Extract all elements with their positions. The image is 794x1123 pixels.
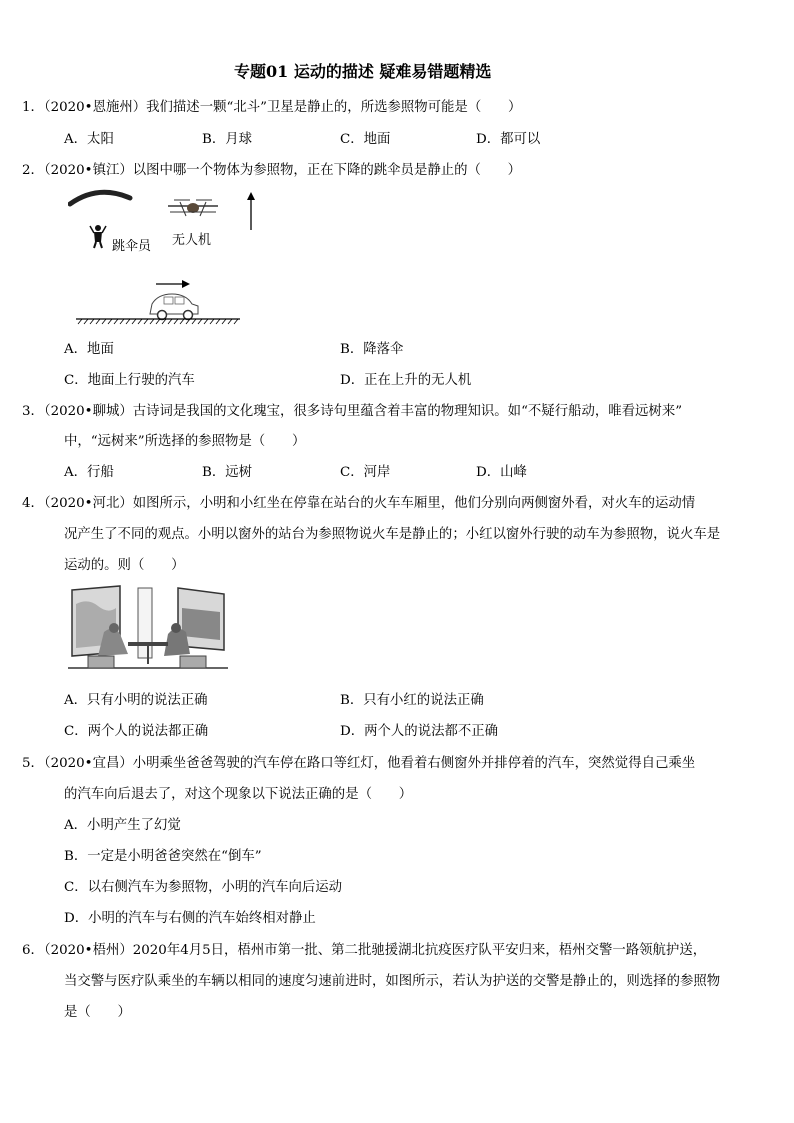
drone-label: 无人机 [172,233,212,248]
car-icon [150,294,198,320]
q1-option-a: A．太阳 [64,132,114,147]
q1-option-b: B．月球 [202,132,253,147]
question-2-text: 2．（2020•镇江）以图中哪一个物体为参照物，正在下降的跳伞员是静止的（ ） [22,163,522,178]
page-title: 专题01 运动的描述 疑难易错题精选 [234,62,492,81]
question-3-line-1: 3．（2020•聊城）古诗词是我国的文化瑰宝，很多诗句里蕴含着丰富的物理知识。如“不疑行船动，唯看远树来” [22,404,683,419]
parachute-canopy [70,192,130,204]
q5-option-a: A．小明产生了幻觉 [64,818,181,833]
q2-option-d: D．正在上升的无人机 [340,373,472,388]
question-4-line-2: 况产生了不同的观点。小明以窗外的站台为参照物说火车是静止的；小红以窗外行驶的动车为参照物，说火车是 [64,527,721,542]
ground-line [76,319,240,324]
parachute-figure [68,186,268,326]
q5-option-c: C．以右侧汽车为参照物，小明的汽车向后运动 [64,880,343,895]
q4-option-a: A．只有小明的说法正确 [64,693,208,708]
upward-arrow-icon [247,192,255,230]
q4-option-d: D．两个人的说法都不正确 [340,724,499,739]
question-5-line-1: 5．（2020•宜昌）小明乘坐爸爸驾驶的汽车停在路口等红灯，他看着右侧窗外并排停着的汽车，突然觉得自己乘坐 [22,756,696,771]
q3-option-c: C．河岸 [340,465,391,480]
question-3-line-2: 中，“远树来”所选择的参照物是（ ） [64,434,306,449]
question-5-line-2: 的汽车向后退去了，对这个现象以下说法正确的是（ ） [64,787,413,802]
question-4-line-3: 运动的。则（ ） [64,558,185,573]
right-arrow-icon [156,280,190,288]
q5-option-b: B．一定是小明爸爸突然在“倒车” [64,849,262,864]
question-4-line-1: 4．（2020•河北）如图所示，小明和小红坐在停靠在站台的火车车厢里，他们分别向两侧窗外看，对火车的运动情 [22,496,696,511]
q2-option-b: B．降落伞 [340,342,404,357]
q2-option-c: C．地面上行驶的汽车 [64,373,195,388]
q2-option-a: A．地面 [64,342,114,357]
q1-option-d: D．都可以 [476,132,541,147]
q3-option-a: A．行船 [64,465,114,480]
q3-option-d: D．山峰 [476,465,527,480]
question-1-text: 1．（2020•恩施州）我们描述一颗“北斗”卫星是静止的，所选参照物可能是（ ） [22,100,522,115]
train-carriage-figure [68,584,228,676]
q5-option-d: D．小明的汽车与右侧的汽车始终相对静止 [64,911,316,926]
question-6-line-1: 6．（2020•梧州）2020年4月5日，梧州市第一批、第二批驰援湖北抗疫医疗队平安归来，梧州交警一路领航护送， [22,943,707,958]
question-6-line-3: 是（ ） [64,1005,131,1020]
question-6-line-2: 当交警与医疗队乘坐的车辆以相同的速度匀速前进时，如图所示，若认为护送的交警是静止的，则选择的参照物 [64,974,721,989]
drone-icon [168,200,218,216]
q4-option-b: B．只有小红的说法正确 [340,693,484,708]
q3-option-b: B．远树 [202,465,253,480]
parachutist-label: 跳伞员 [112,239,152,254]
parachutist-icon [90,225,106,248]
q1-option-c: C．地面 [340,132,391,147]
q4-option-c: C．两个人的说法都正确 [64,724,209,739]
